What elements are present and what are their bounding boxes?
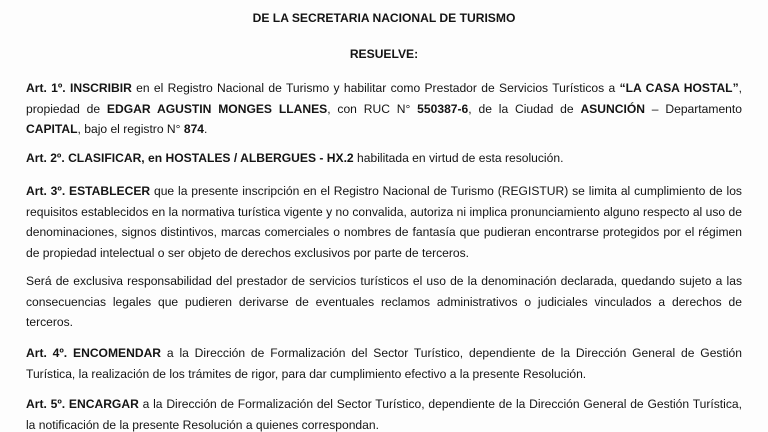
article-5 [26, 394, 742, 432]
article-5-text: a la Dirección de Formalización del Sector Turístico, dependiente de la Dirección General de Gestión Turística, la notificación de la presente Resolución a quienes correspondan. [26, 397, 742, 432]
article-3-label: Art. 3º. [26, 184, 66, 198]
article-2 [26, 148, 742, 169]
article-1-text: – Departamento [644, 101, 742, 116]
article-1-text: , de la Ciudad de [468, 101, 581, 116]
article-3-paragraph-2: Será de exclusiva responsabilidad del prestador de servicios turísticos el uso de la denominación declarada, quedando sujeto a las consecuencias legales que pudieren derivarse de eventuales reclamos administrativos o judiciales vinculados a derechos de terceros. [26, 274, 742, 330]
article-5-verb: ENCARGAR [68, 397, 139, 411]
owner-name: EDGAR AGUSTIN MONGES LLANES [106, 101, 328, 116]
issuing-authority-heading: DE LA SECRETARIA NACIONAL DE TURISMO [252, 11, 516, 25]
category-name: HOSTALES / ALBERGUES - HX.2 [165, 151, 354, 165]
article-1-text: , bajo el registro N° [77, 122, 184, 137]
article-1-text: en el Registro Nacional de Turismo y habilitar como Prestador de Servicios Turísticos a [131, 81, 620, 95]
registry-number: 874 [183, 122, 205, 137]
article-2-verb: CLASIFICAR, [68, 151, 149, 165]
department-name: CAPITAL [26, 122, 78, 137]
article-3-text: que la presente inscripción en el Registro Nacional de Turismo (REGISTUR) se limita al cumplimiento de los requisitos establecidos en la normativa turística vigente y no convalida, autoriza ni implica pronunciamiento alguno respecto al uso de denominaciones, signos distintivos, marcas comerciales o nombres de fantasía que pudieran encontrarse protegidos por el régimen de propiedad intelectual o ser objeto de derechos exclusivos por parte de terceros. [26, 184, 742, 260]
article-4-text: a la Dirección de Formalización del Sector Turístico, dependiente de la Dirección General de Gestión Turística, la realización de los trámites de rigor, para dar cumplimiento efectivo a la presente Resolución. [26, 346, 742, 381]
establishment-name: “LA CASA HOSTAL” [619, 81, 739, 95]
article-4-label: Art. 4º. [26, 346, 68, 360]
article-3 [26, 181, 742, 263]
article-2-text: en [148, 151, 166, 165]
article-3-verb: ESTABLECER [69, 184, 151, 198]
article-1-text: , con RUC N° [327, 101, 418, 116]
article-1-verb: INSCRIBIR [70, 81, 132, 95]
article-2-label: Art. 2º. [26, 151, 65, 165]
article-1-text: . [204, 122, 208, 137]
city-name: ASUNCIÓN [580, 101, 645, 116]
article-1-label: Art. 1º. [26, 81, 66, 95]
article-1-text: , propiedad de [26, 81, 742, 116]
article-1 [26, 78, 742, 140]
resolves-heading: RESUELVE: [349, 47, 419, 61]
article-5-label: Art. 5º. [26, 397, 66, 411]
article-4-verb: ENCOMENDAR [73, 346, 162, 360]
article-2-text: habilitada en virtud de esta resolución. [353, 151, 564, 165]
ruc-number: 550387-6 [417, 101, 469, 116]
article-4 [26, 343, 742, 384]
